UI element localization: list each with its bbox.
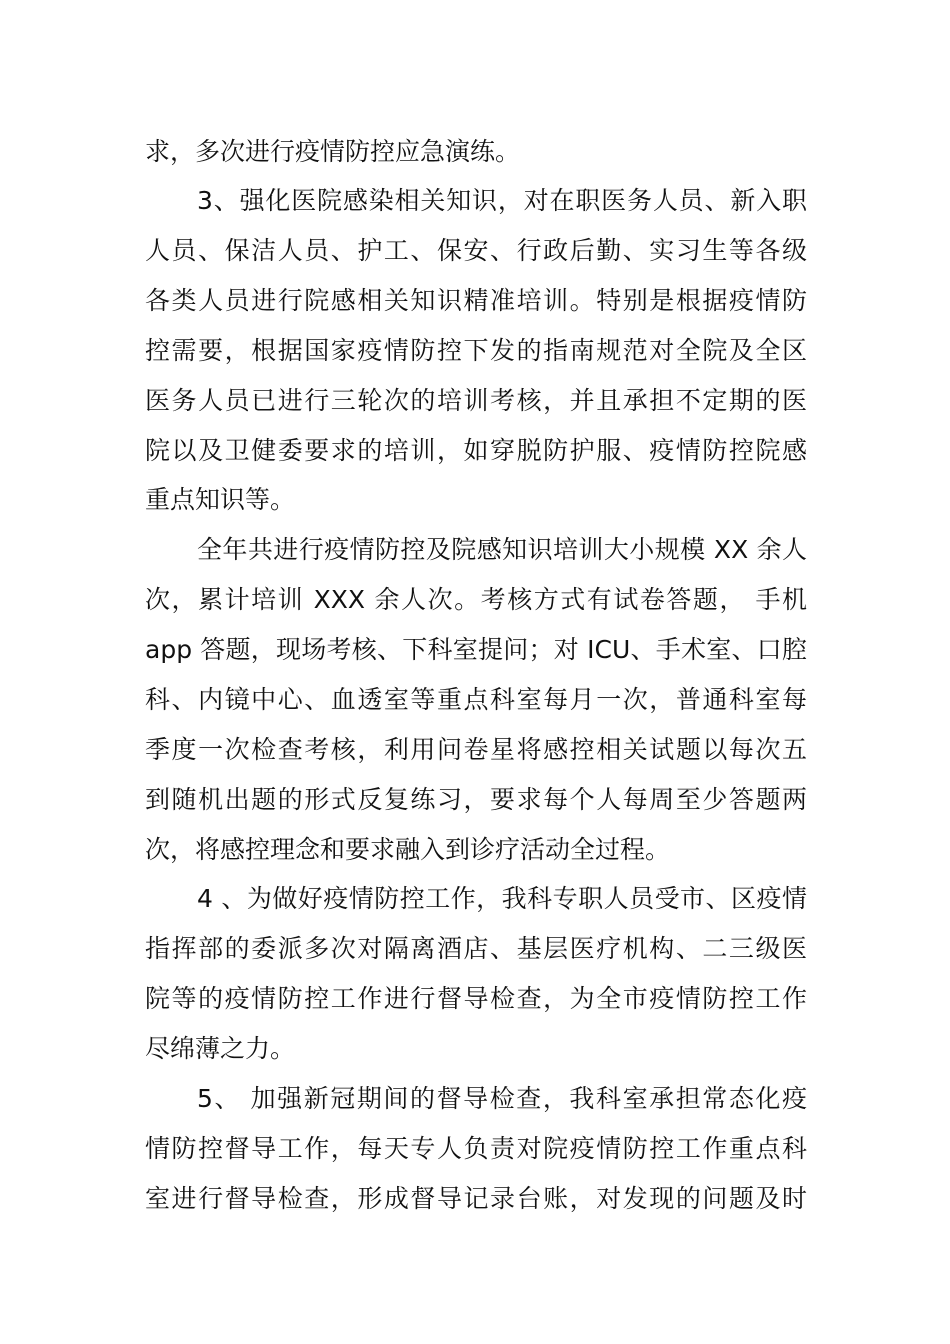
text-line: 次，将感控理念和要求融入到诊疗活动全过程。 (145, 835, 671, 864)
text-line: 院等的疫情防控工作进行督导检查，为全市疫情防控工作 (145, 984, 807, 1013)
text-line: 重点知识等。 (145, 485, 296, 514)
text-line: 次，累计培训 XXX 余人次。考核方式有试卷答题， 手机 (145, 585, 807, 614)
text-line: 全年共进行疫情防控及院感知识培训大小规模 XX 余人 (197, 535, 807, 564)
text-line: 5、 加强新冠期间的督导检查，我科室承担常态化疫 (197, 1084, 807, 1113)
text-line: 医务人员已进行三轮次的培训考核，并且承担不定期的医 (145, 386, 807, 415)
text-line: 3、强化医院感染相关知识，对在职医务人员、新入职 (197, 186, 807, 215)
text-line: app 答题，现场考核、下科室提问；对 ICU、手术室、口腔 (145, 635, 807, 664)
text-line: 情防控督导工作，每天专人负责对院疫情防控工作重点科 (145, 1134, 807, 1163)
text-line: 人员、保洁人员、护工、保安、行政后勤、实习生等各级 (145, 236, 807, 265)
text-line: 尽绵薄之力。 (145, 1034, 296, 1063)
text-line: 各类人员进行院感相关知识精准培训。特别是根据疫情防 (145, 286, 807, 315)
text-line: 科、内镜中心、血透室等重点科室每月一次，普通科室每 (145, 685, 807, 714)
text-line: 院以及卫健委要求的培训，如穿脱防护服、疫情防控院感 (145, 436, 807, 465)
text-line: 季度一次检查考核，利用问卷星将感控相关试题以每次五 (145, 735, 807, 764)
text-line: 室进行督导检查，形成督导记录台账，对发现的问题及时 (145, 1184, 807, 1213)
text-line: 到随机出题的形式反复练习，要求每个人每周至少答题两 (145, 785, 807, 814)
text-line: 4 、为做好疫情防控工作，我科专职人员受市、区疫情 (197, 884, 807, 913)
text-line: 求，多次进行疫情防控应急演练。 (145, 137, 521, 166)
text-line: 控需要，根据国家疫情防控下发的指南规范对全院及全区 (145, 336, 807, 365)
text-line: 指挥部的委派多次对隔离酒店、基层医疗机构、二三级医 (145, 934, 807, 963)
